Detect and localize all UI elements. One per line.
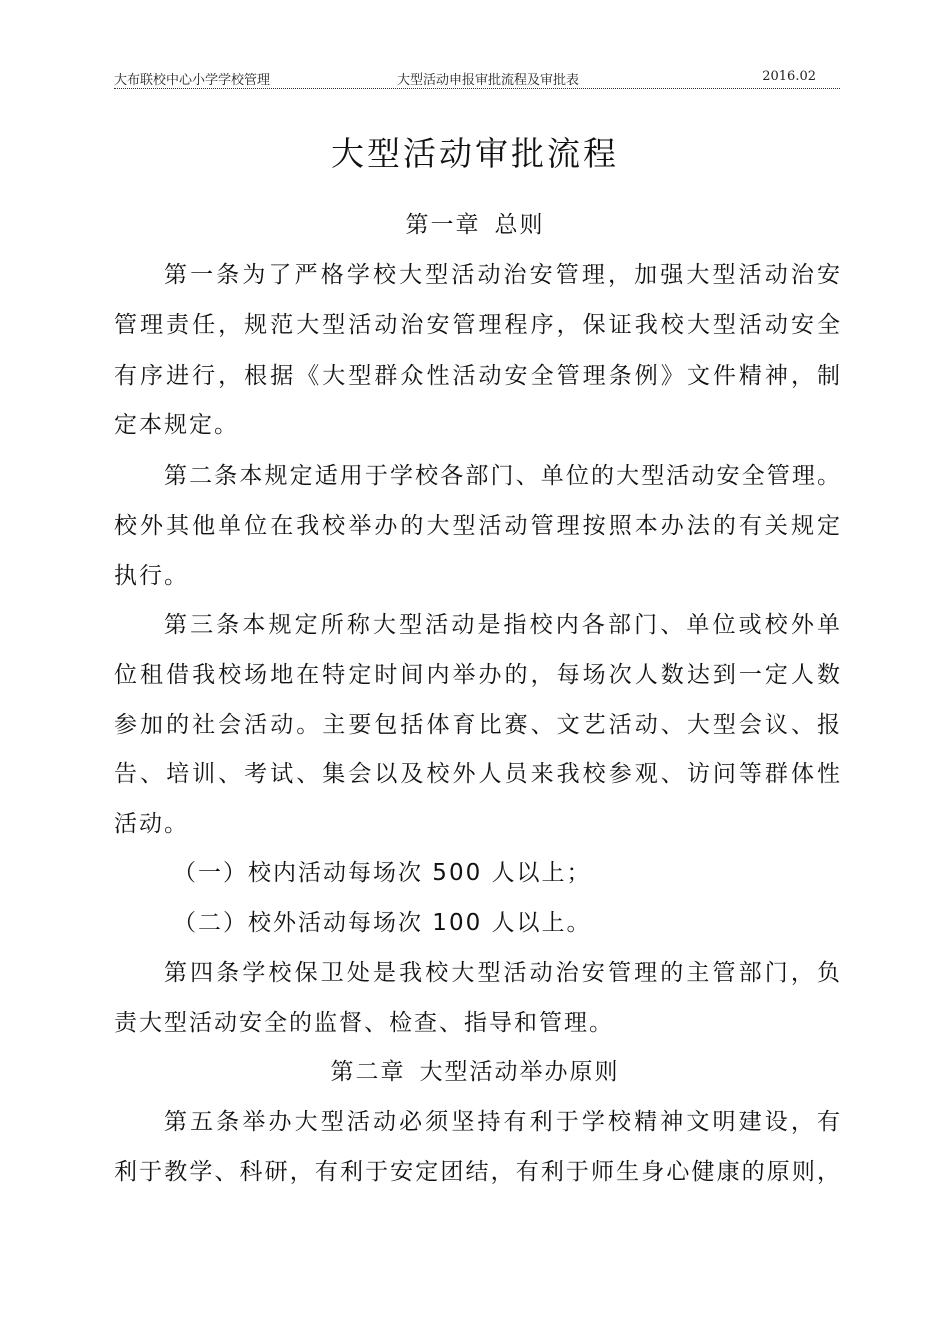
chapter-1-heading	[0, 210, 950, 240]
list-item-internal: （一）校内活动每场次 500 人以上；	[173, 860, 592, 886]
header-doc-title: 大型活动申报审批流程及审批表	[397, 73, 580, 88]
header-school: 大布联校中心小学学校管理	[114, 73, 271, 88]
article-4-line-2: 责大型活动安全的监督、检查、指导和管理。	[114, 1010, 614, 1036]
header-date: 2016.02	[762, 69, 816, 84]
header-divider	[114, 88, 840, 89]
chapter-2-heading	[0, 1057, 950, 1087]
article-2-line-2: 校外其他单位在我校举办的大型活动管理按照本办法的有关规定	[114, 513, 840, 539]
article-1-line-1: 第一条为了严格学校大型活动治安管理，加强大型活动治安	[164, 262, 840, 288]
article-5-line-1: 第五条举办大型活动必须坚持有利于学校精神文明建设，有	[164, 1109, 840, 1135]
article-2-line-1: 第二条本规定适用于学校各部门、单位的大型活动安全管理。	[164, 463, 840, 489]
article-1-line-2: 管理责任，规范大型活动治安管理程序，保证我校大型活动安全	[114, 312, 840, 338]
document-title: 大型活动审批流程	[331, 134, 619, 173]
chapter-1-name: 总则	[494, 212, 545, 238]
article-3-line-5: 活动。	[114, 811, 189, 837]
article-3-line-3: 参加的社会活动。主要包括体育比赛、文艺活动、大型会议、报	[114, 712, 840, 738]
article-4-line-1: 第四条学校保卫处是我校大型活动治安管理的主管部门，负	[164, 960, 840, 986]
article-3-line-4: 告、培训、考试、集会以及校外人员来我校参观、访问等群体性	[114, 761, 840, 787]
article-1-line-4: 定本规定。	[114, 412, 239, 438]
article-5-line-2: 利于教学、科研，有利于安定团结，有利于师生身心健康的原则，	[114, 1159, 840, 1185]
page-header	[114, 69, 840, 89]
article-2-line-3: 执行。	[114, 563, 189, 589]
article-1-line-3: 有序进行，根据《大型群众性活动安全管理条例》文件精神，制	[114, 363, 840, 389]
article-3-line-1: 第三条本规定所称大型活动是指校内各部门、单位或校外单	[164, 612, 840, 638]
list-item-external: （二）校外活动每场次 100 人以上。	[173, 910, 592, 936]
chapter-1-number: 第一章	[405, 212, 481, 238]
chapter-2-name: 大型活动举办原则	[419, 1059, 620, 1085]
article-3-line-2: 位租借我校场地在特定时间内举办的，每场次人数达到一定人数	[114, 662, 840, 688]
chapter-2-number: 第二章	[330, 1059, 406, 1085]
